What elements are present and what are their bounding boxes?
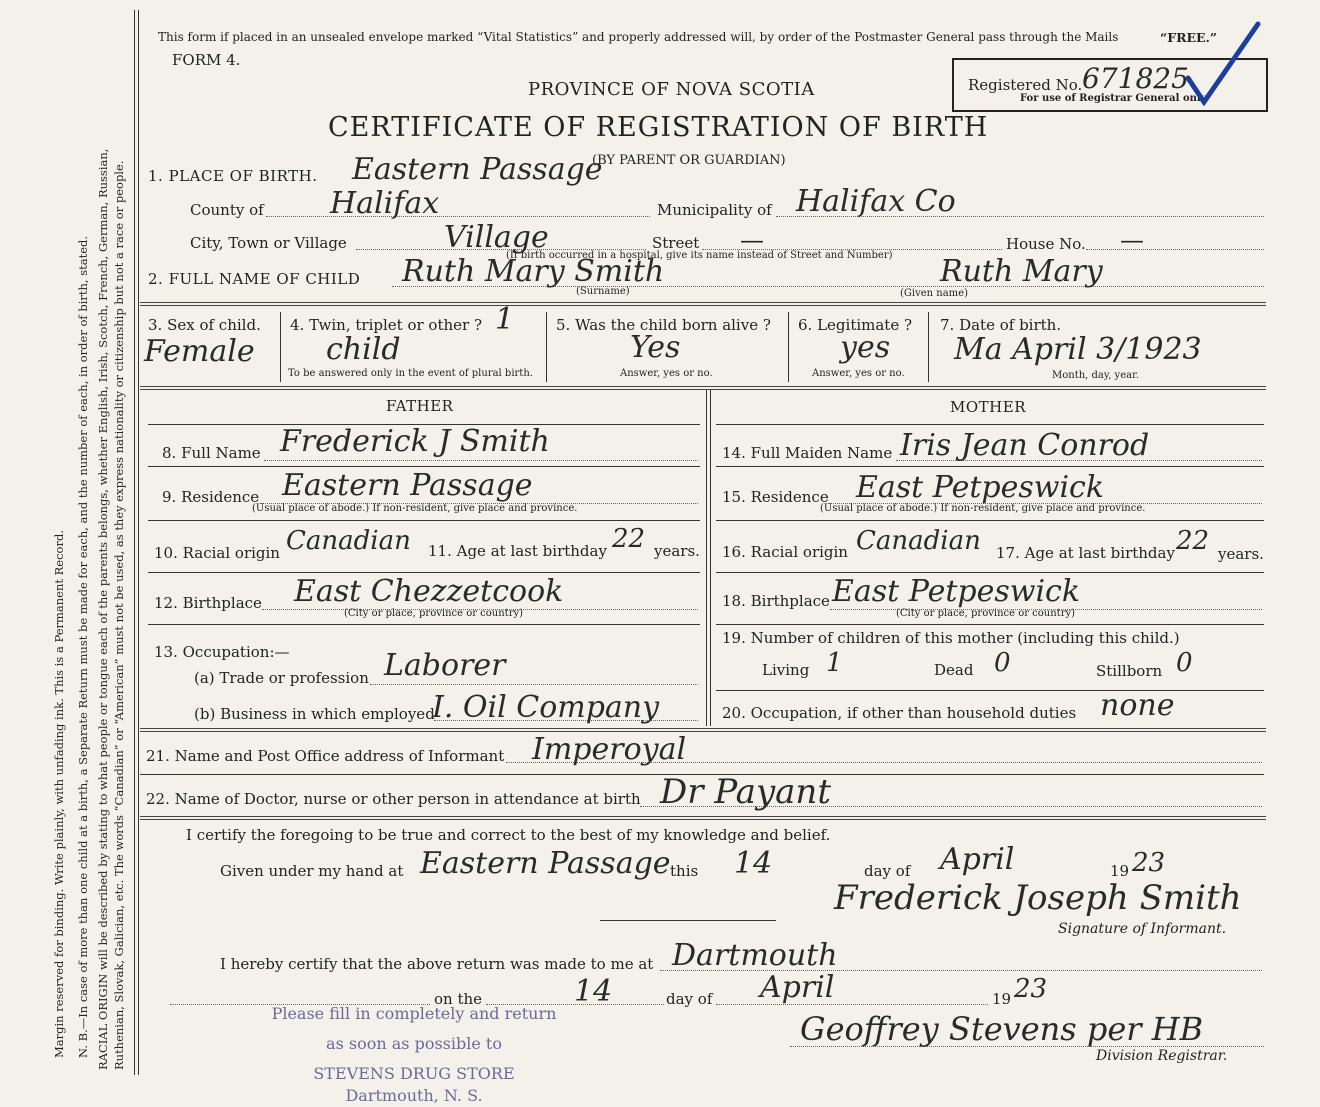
twin-note: To be answered only in the event of plural birth. — [288, 368, 533, 379]
certificate-subtitle: (BY PARENT OR GUARDIAN) — [592, 153, 786, 168]
municipality-label: Municipality of — [657, 201, 772, 219]
blue-checkmark-icon — [1186, 20, 1262, 106]
street-value: — — [740, 226, 764, 254]
father-abode-note: (Usual place of abode.) If non-resident, give place and province. — [252, 503, 578, 514]
day-of-label: day of — [864, 862, 911, 880]
returned-year-prefix: 19 — [992, 990, 1012, 1008]
trade-label: (a) Trade or profession — [194, 669, 369, 687]
house-no-label: House No. — [1006, 235, 1086, 253]
legitimate-value: yes — [840, 330, 891, 365]
father-business-value: I. Oil Company — [432, 690, 660, 725]
house-no-value: — — [1120, 226, 1144, 254]
given-at-value: Eastern Passage — [420, 846, 671, 881]
father-birthplace-value: East Chezzetcook — [294, 574, 564, 609]
father-place-note: (City or place, province or country) — [344, 608, 524, 619]
business-label: (b) Business in which employed — [194, 705, 435, 723]
mother-abode-note: (Usual place of abode.) If non-resident, give place and province. — [820, 503, 1146, 514]
this-label: this — [670, 862, 699, 880]
date-birth-value: Ma April 3/1923 — [954, 332, 1202, 367]
day-of-label-2: day of — [666, 990, 713, 1008]
twin-value: 1 — [495, 302, 515, 337]
mother-occupation-label: 20. Occupation, if other than household duties — [722, 704, 1077, 722]
child-surname-value: Ruth Mary Smith — [402, 254, 665, 289]
city-label: City, Town or Village — [190, 234, 347, 252]
informant-signature: Frederick Joseph Smith — [834, 878, 1242, 918]
registered-number: 671825 — [1082, 62, 1189, 95]
father-residence-label: 9. Residence — [162, 488, 260, 506]
mother-name-value: Iris Jean Conrod — [900, 428, 1150, 463]
returned-at-value: Dartmouth — [672, 938, 838, 973]
mother-age-label: 17. Age at last birthday — [996, 544, 1175, 562]
street-label: Street — [652, 234, 700, 252]
alive-value: Yes — [630, 330, 681, 365]
hereby-label: I hereby certify that the above return was made to me at — [220, 955, 654, 973]
stamp-line-1: Please fill in completely and return — [271, 1004, 557, 1023]
registered-label: Registered No. — [968, 76, 1083, 94]
living-label: Living — [762, 661, 810, 679]
mother-place-note: (City or place, province or country) — [896, 608, 1076, 619]
certificate-title: CERTIFICATE OF REGISTRATION OF BIRTH — [328, 112, 989, 143]
father-birthplace-label: 12. Birthplace — [154, 594, 262, 612]
father-years-label: years. — [654, 542, 700, 560]
alive-label: 5. Was the child born alive ? — [556, 316, 771, 334]
mother-name-label: 14. Full Maiden Name — [722, 444, 893, 462]
mother-residence-label: 15. Residence — [722, 488, 829, 506]
living-value: 1 — [826, 648, 843, 678]
given-year-prefix: 19 — [1110, 862, 1130, 880]
mother-birthplace-label: 18. Birthplace — [722, 592, 830, 610]
mother-racial-value: Canadian — [856, 526, 981, 556]
father-age-value: 22 — [612, 524, 646, 554]
mother-children-label: 19. Number of children of this mother (including this child.) — [722, 629, 1180, 647]
mother-age-value: 22 — [1176, 526, 1210, 556]
alive-note: Answer, yes or no. — [620, 368, 713, 379]
returned-month-value: April — [760, 970, 835, 1005]
date-birth-note: Month, day, year. — [1052, 370, 1139, 381]
mother-years-label: years. — [1218, 545, 1264, 563]
form-number: FORM 4. — [172, 51, 241, 69]
place-of-birth-value: Eastern Passage — [352, 152, 603, 187]
father-racial-label: 10. Racial origin — [154, 544, 280, 562]
sex-label: 3. Sex of child. — [148, 316, 261, 334]
occupation-label: 13. Occupation:— — [154, 643, 290, 661]
margin-binding-note: Margin reserved for binding. Write plainly, with unfading ink. This is a Permanent Record. — [52, 530, 66, 1058]
county-label: County of — [190, 201, 264, 219]
free-label: “FREE.” — [1160, 30, 1218, 45]
registrar-note: For use of Registrar General only. — [1020, 93, 1209, 104]
mother-occupation-value: none — [1100, 688, 1175, 723]
margin-rule — [134, 10, 135, 1075]
father-heading: FATHER — [386, 397, 454, 415]
child-given-value: Ruth Mary — [940, 254, 1103, 289]
county-value: Halifax — [330, 186, 440, 221]
margin-rule-inner — [138, 10, 139, 1075]
stillborn-label: Stillborn — [1096, 662, 1163, 680]
margin-racial-note: RACIAL ORIGIN will be described by stating to what people or tongue each of the parents belongs, whether English, Irish, Scotch, French, German, Russian, — [96, 148, 110, 1070]
father-name-label: 8. Full Name — [162, 444, 261, 462]
doctor-label: 22. Name of Doctor, nurse or other person in attendance at birth — [146, 790, 641, 808]
legitimate-note: Answer, yes or no. — [812, 368, 905, 379]
returned-day-value: 14 — [574, 974, 613, 1009]
mail-notice: This form if placed in an unsealed envelope marked “Vital Statistics” and properly addressed will, by order of the Postmaster General pass through the Mails — [158, 30, 1119, 44]
on-the-label: on the — [434, 990, 483, 1008]
surname-note: (Surname) — [576, 286, 630, 297]
father-name-value: Frederick J Smith — [280, 424, 550, 459]
stamp-line-2: as soon as possible to — [326, 1034, 502, 1053]
mother-birthplace-value: East Petpeswick — [832, 574, 1081, 609]
given-day-value: 14 — [734, 846, 773, 881]
hospital-note: (If birth occurred in a hospital, give its name instead of Street and Number) — [506, 250, 893, 261]
given-year-value: 23 — [1132, 848, 1166, 878]
signature-informant-label: Signature of Informant. — [1058, 921, 1227, 937]
father-racial-value: Canadian — [286, 526, 411, 556]
place-of-birth-label: 1. PLACE OF BIRTH. — [148, 167, 318, 185]
stamp-line-4: Dartmouth, N. S. — [345, 1086, 483, 1105]
dead-value: 0 — [994, 648, 1011, 678]
margin-racial-note-2: Ruthenian, Slovak, Galician, etc. The words “Canadian” or “American” must not be used, as they express nationality or citizenship but not a race or people. — [112, 160, 126, 1070]
stamp-line-3: STEVENS DRUG STORE — [313, 1064, 515, 1083]
date-birth-label: 7. Date of birth. — [940, 316, 1062, 334]
father-age-label: 11. Age at last birthday — [428, 542, 607, 560]
division-registrar-label: Division Registrar. — [1096, 1048, 1228, 1064]
mother-racial-label: 16. Racial origin — [722, 543, 848, 561]
full-name-label: 2. FULL NAME OF CHILD — [148, 270, 361, 288]
doctor-value: Dr Payant — [660, 772, 831, 812]
informant-label: 21. Name and Post Office address of Informant — [146, 747, 505, 765]
informant-value: Imperoyal — [532, 732, 687, 767]
father-trade-value: Laborer — [384, 648, 506, 683]
twin-label: 4. Twin, triplet or other ? — [290, 316, 482, 334]
given-under-label: Given under my hand at — [220, 862, 404, 880]
returned-year-value: 23 — [1014, 974, 1048, 1004]
sex-value: Female — [144, 334, 255, 369]
municipality-value: Halifax Co — [796, 184, 956, 219]
province-heading: PROVINCE OF NOVA SCOTIA — [528, 79, 815, 100]
city-value: Village — [444, 220, 549, 255]
stillborn-value: 0 — [1176, 648, 1193, 678]
mother-heading: MOTHER — [950, 398, 1026, 416]
registrar-signature: Geoffrey Stevens per HB — [800, 1010, 1204, 1048]
dead-label: Dead — [934, 661, 974, 679]
given-name-note: (Given name) — [900, 288, 968, 299]
given-month-value: April — [940, 842, 1015, 877]
mother-residence-value: East Petpeswick — [856, 470, 1105, 505]
twin-answer: child — [326, 332, 401, 367]
father-residence-value: Eastern Passage — [282, 468, 533, 503]
margin-nb-note: N. B.—In case of more than one child at a birth, a Separate Return must be made for each, and the number of each, in order of birth, stated. — [76, 235, 90, 1058]
certify-statement: I certify the foregoing to be true and correct to the best of my knowledge and belief. — [186, 826, 831, 844]
legitimate-label: 6. Legitimate ? — [798, 316, 913, 334]
